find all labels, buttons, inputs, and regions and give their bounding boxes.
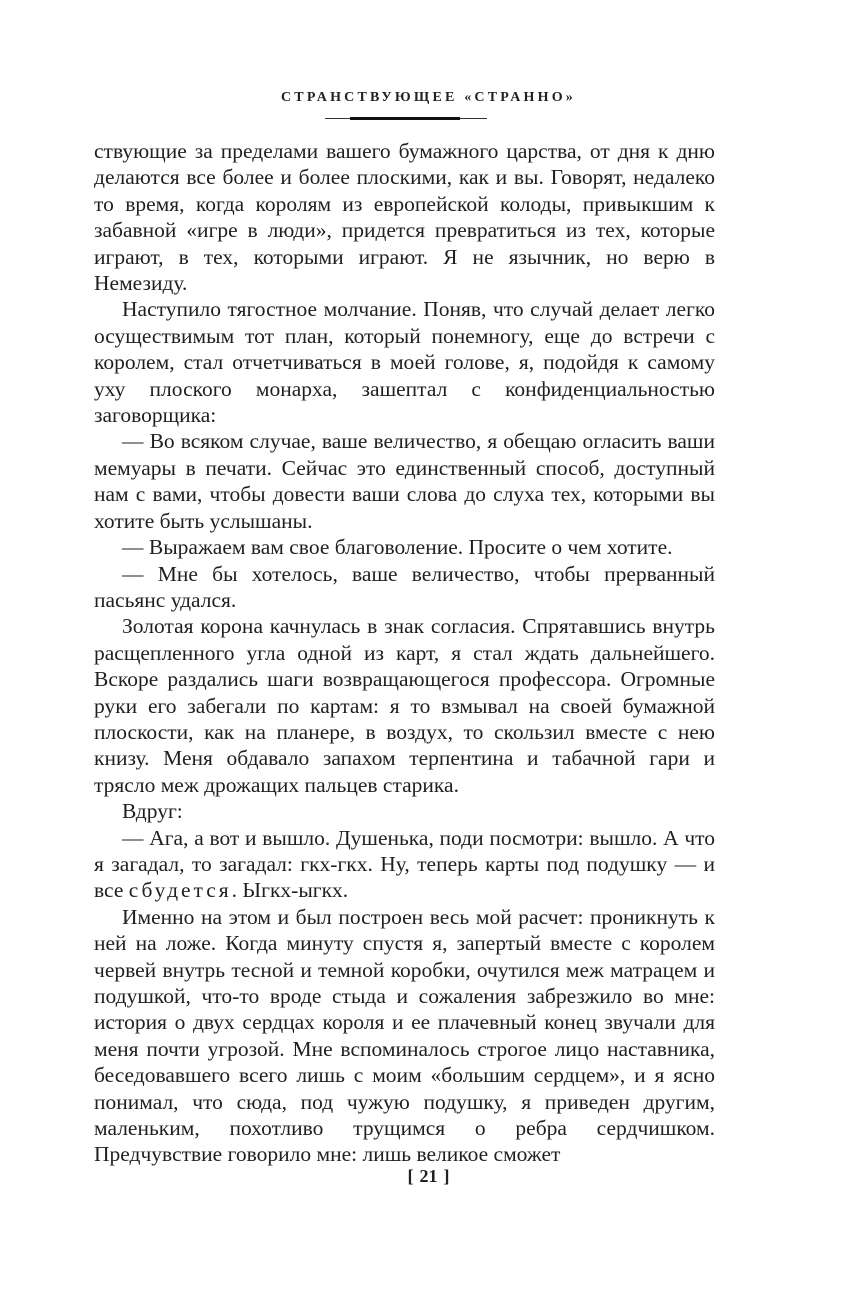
spaced-emphasis: сбудется xyxy=(128,878,232,903)
running-head: СТРАНСТВУЮЩЕЕ «СТРАННО» xyxy=(280,90,577,105)
page-number xyxy=(0,1166,857,1187)
paragraph: — Выражаем вам свое благоволение. Просите о чем хотите. xyxy=(122,535,673,560)
page-number-value: 21 xyxy=(419,1166,438,1186)
paragraph-tail: . Ыгкх-ыгкх. xyxy=(231,878,349,903)
folio-bracket-left: [ xyxy=(407,1166,414,1186)
paragraph: ствующие за пределами вашего бумажного царства, от дня к дню делаются все более и более плоскими, как и вы. Говорят, недалеко то время, когда королям из европейской колоды, привыкшим к забавной «игре в люди», придется превратиться из тех, которые играют, в тех, которыми играют. Я не язычник, но верю в Немезиду. xyxy=(94,139,715,296)
paragraph: — Мне бы хотелось, ваше величество, чтобы прерванный пасьянс удался. xyxy=(94,561,715,612)
body-text xyxy=(94,138,715,1168)
paragraph: Именно на этом и был построен весь мой расчет: проникнуть к ней на ложе. Когда минуту спустя я, запертый вместе с королем червей внутрь тесной и темной коробки, очутился меж матрацем и подушкой, что-то вроде стыда и сожаления забрезжило во мне: история о двух сердцах короля и ее плачевный конец звучали для меня почти угрозой. Мне вспоминалось строгое лицо наставника, беседовавшего всего лишь с моим «большим сердцем», и я ясно понимал, что сюда, под чужую подушку, я приведен другим, маленьким, похотливо трущимся о ребра сердчишком. Предчувствие говорило мне: лишь великое сможет xyxy=(94,904,715,1167)
running-head-rule-accent xyxy=(350,117,460,120)
paragraph xyxy=(94,825,715,904)
paragraph: Наступило тягостное молчание. Поняв, что случай делает легко осуществимым тот план, который понемногу, еще до встречи с королем, стал отчетчиваться в моей голове, я, подойдя к самому уху плоского монарха, зашептал с конфиденциальностью заговорщика: xyxy=(94,297,715,428)
paragraph: Золотая корона качнулась в знак согласия. Спрятавшись внутрь расщепленного угла одной из карт, я стал ждать дальнейшего. Вскоре раздались шаги возвращающегося профессора. Огромные руки его забегали по картам: я то взмывал на своей бумажной плоскости, как на планере, в воздух, то скользил вместе с нею книзу. Меня обдавало запахом терпентина и табачной гари и трясло меж дрожащих пальцев старика. xyxy=(94,614,715,797)
paragraph-text: — Ага, а вот и вышло. Душенька, поди посмотри: вышло. А что я загадал, то загадал: гкх-гкх. Ну, теперь карты под подушку — и все xyxy=(94,825,715,903)
paragraph: Вдруг: xyxy=(122,799,183,824)
folio-bracket-right: ] xyxy=(443,1166,450,1186)
paragraph: — Во всяком случае, ваше величество, я обещаю огласить ваши мемуары в печати. Сейчас это единственный способ, доступный нам с вами, чтобы довести ваши слова до слуха тех, которыми вы хотите быть услышаны. xyxy=(94,429,715,533)
